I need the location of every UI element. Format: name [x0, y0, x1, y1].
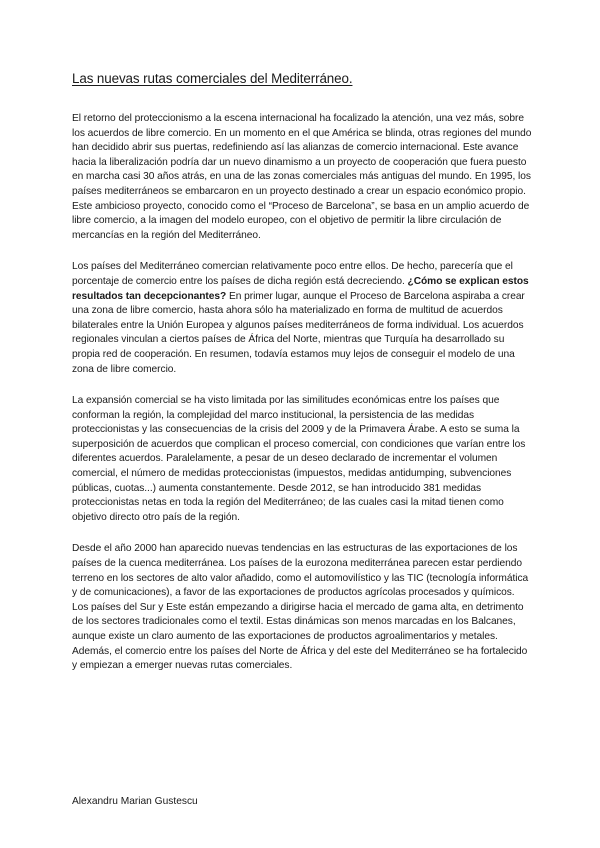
paragraph-2-question: ¿Cómo se explican estos resultados tan decepcionantes?	[72, 275, 529, 302]
document-title: Las nuevas rutas comerciales del Mediterráneo.	[72, 71, 353, 86]
paragraph-1: El retorno del proteccionismo a la escena internacional ha focalizado la atención, una vez más, sobre los acuerdos de libre comercio. En un momento en el que América se blinda, otras regiones del mundo han decidido abrir sus puertas, redefiniendo así las alianzas de comercio internacional. Este avance hacia la liberalización podría dar un nuevo dinamismo a un proyecto de cooperación que fuera puesto en marcha casi 30 años atrás, en una de las zonas comerciales más antiguas del mundo. En 1995, los países mediterráneos se embarcaron en un proyecto destinado a crear un espacio económico propio. Este ambicioso proyecto, conocido como el “Proceso de Barcelona”, se basa en un amplio acuerdo de libre comercio, a la imagen del modelo europeo, con el objetivo de permitir la libre circulación de mercancías en la región del Mediterráneo.	[72, 113, 532, 241]
paragraph-2	[72, 260, 532, 377]
paragraph-3: La expansión comercial se ha visto limitada por las similitudes económicas entre los países que conforman la región, la complejidad del marco institucional, la persistencia de las medidas proteccionistas y las consecuencias de la crisis del 2009 y de la Primavera Árabe. A esto se suma la superposición de acuerdos que complican el proceso comercial, con condiciones que varían entre los diferentes acuerdos. Paralelamente, a pesar de un deseo declarado de incrementar el volumen comercial, el número de medidas proteccionistas (impuestos, medidas antidumping, subvenciones públicas, cuotas...) aumenta constantemente. Desde 2012, se han introducido 381 medidas proteccionistas netas en toda la región del Mediterráneo; de las cuales casi la mitad tienen como objetivo directo otro país de la región.	[72, 395, 526, 523]
author-name: Alexandru Marian Gustescu	[72, 796, 198, 807]
document-body	[72, 70, 532, 691]
paragraph-4: Desde el año 2000 han aparecido nuevas tendencias en las estructuras de las exportaciones de los países de la cuenca mediterránea. Los países de la eurozona mediterránea parecen estar perdiendo terreno en los sectores de alto valor añadido, como el automovilístico y las TIC (tecnología informática y de comunicaciones), a favor de las exportaciones de productos agrícolas procesados y químicos. Los países del Sur y Este están empezando a dirigirse hacia el mercado de gama alta, en detrimento de los sectores tradicionales como el textil. Estas dinámicas son menos marcadas en los Balcanes, aunque existe un claro aumento de las exportaciones de productos agroalimentarios y metales. Además, el comercio entre los países del Norte de África y del este del Mediterráneo se ha fortalecido y empiezan a emerger nuevas rutas comerciales.	[72, 543, 529, 672]
paragraph-2-rest: En primer lugar, aunque el Proceso de Barcelona aspiraba a crear una zona de libre comercio, hasta ahora sólo ha materializado en forma de multitud de acuerdos bilaterales entre la Unión Europea y algunos países mediterráneos de forma individual. Los acuerdos regionales vinculan a ciertos países de África del Norte, mientras que Turquía ha desarrollado su propia red de cooperación. En resumen, todavía estamos muy lejos de conseguir el modelo de una zona de libre comercio.	[72, 290, 525, 375]
paragraph-2-intro: Los países del Mediterráneo comercian relativamente poco entre ellos. De hecho, parecería que el porcentaje de comercio entre los países de dicha región está decreciendo.	[72, 261, 513, 287]
